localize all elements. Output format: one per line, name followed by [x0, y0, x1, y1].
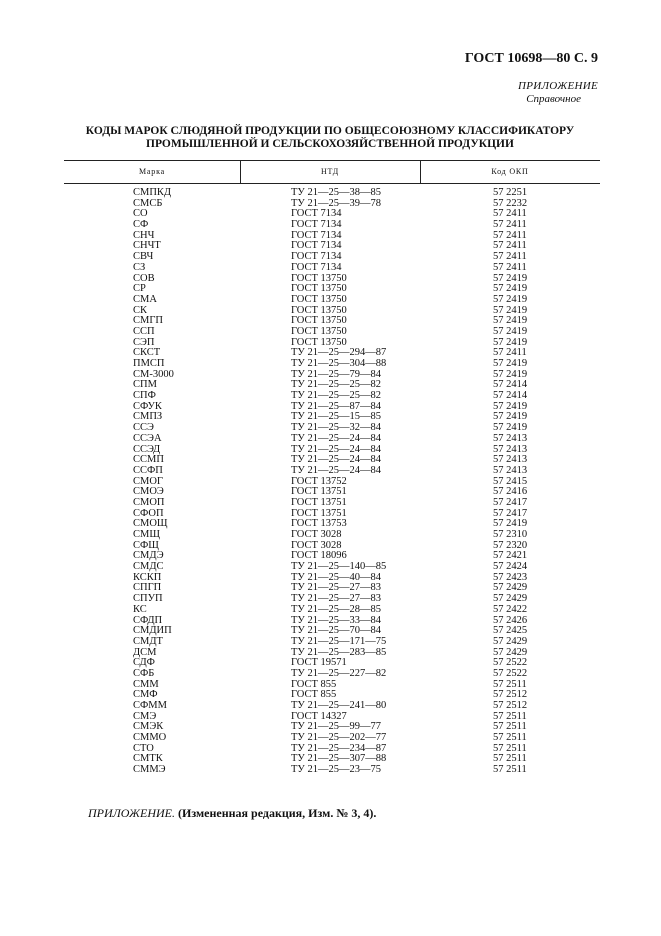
column-header-mark: Марка [139, 167, 165, 176]
mark-cell: СМЭ [133, 710, 157, 722]
ntd-cell: ТУ 21—25—24—84 [291, 454, 381, 466]
okp-code-cell: 57 2429 [493, 582, 528, 594]
okp-code-cell: 57 2411 [493, 261, 527, 273]
ntd-cell: ТУ 21—25—25—82 [291, 379, 381, 391]
mark-cell: СФБ [133, 667, 155, 679]
okp-code-cell: 57 2421 [493, 550, 528, 562]
ntd-cell: ГОСТ 13750 [291, 304, 347, 316]
okp-code-cell: 57 2424 [493, 561, 528, 573]
mark-cell: СМОЭ [133, 486, 164, 498]
okp-code-cell: 57 2522 [493, 667, 528, 679]
ntd-cell: ГОСТ 14327 [291, 710, 347, 722]
ntd-cell: ТУ 21—25—171—75 [291, 635, 387, 647]
mark-cell: СМДС [133, 561, 164, 573]
okp-code-cell: 57 2419 [493, 283, 528, 295]
ntd-cell: ТУ 21—25—24—84 [291, 443, 381, 455]
okp-code-cell: 57 2429 [493, 635, 528, 647]
ntd-cell: ТУ 21—25—294—87 [291, 347, 387, 359]
ntd-cell: ГОСТ 13750 [291, 325, 347, 337]
ntd-cell: ТУ 21—25—23—75 [291, 764, 381, 776]
table-title-line-2: ПРОМЫШЛЕННОЙ И СЕЛЬСКОХОЗЯЙСТВЕННОЙ ПРОДУКЦИИ [146, 138, 514, 150]
okp-code-cell: 57 2419 [493, 272, 528, 284]
okp-code-cell: 57 2429 [493, 593, 528, 605]
okp-code-cell: 57 2419 [493, 304, 528, 316]
okp-code-cell: 57 2512 [493, 689, 528, 701]
mark-cell: СФММ [133, 700, 167, 711]
mark-cell: СЗ [133, 261, 146, 273]
mark-cell: СКСТ [133, 347, 161, 359]
ntd-cell: ГОСТ 13751 [291, 486, 347, 498]
mark-cell: СМГП [133, 315, 163, 327]
mark-cell: СФОП [133, 507, 164, 519]
table-row [0, 765, 661, 776]
mark-cell: СММО [133, 732, 167, 744]
okp-code-cell: 57 2419 [493, 293, 528, 305]
ntd-cell: ГОСТ 7134 [291, 219, 342, 231]
ntd-cell: ТУ 21—25—38—85 [291, 187, 381, 198]
mark-cell: СМДИП [133, 625, 172, 637]
okp-code-cell: 57 2413 [493, 454, 528, 466]
mark-cell: ССП [133, 325, 155, 337]
table-body [0, 188, 661, 776]
okp-code-cell: 57 2423 [493, 571, 528, 583]
ntd-cell: ТУ 21—25—24—84 [291, 464, 381, 476]
ntd-cell: ГОСТ 855 [291, 678, 337, 690]
mark-cell: СМА [133, 293, 157, 305]
mark-cell: СМТК [133, 753, 163, 765]
mark-cell: СФДП [133, 614, 163, 626]
ntd-cell: ГОСТ 13750 [291, 283, 347, 295]
okp-code-cell: 57 2511 [493, 721, 527, 733]
column-header-okp-code: Код ОКП [491, 167, 529, 176]
ntd-cell: ГОСТ 13750 [291, 272, 347, 284]
ntd-cell: ТУ 21—25—32—84 [291, 422, 381, 434]
okp-code-cell: 57 2511 [493, 753, 527, 765]
okp-code-cell: 57 2414 [493, 390, 528, 402]
mark-cell: ССФП [133, 464, 163, 476]
ntd-cell: ГОСТ 3028 [291, 539, 342, 551]
okp-code-cell: 57 2413 [493, 464, 528, 476]
okp-code-cell: 57 2320 [493, 539, 528, 551]
okp-code-cell: 57 2411 [493, 219, 527, 231]
okp-code-cell: 57 2419 [493, 336, 528, 348]
mark-cell: ССЭ [133, 422, 154, 434]
okp-code-cell: 57 2415 [493, 475, 528, 487]
mark-cell: СМЭК [133, 721, 164, 733]
footnote-label: ПРИЛОЖЕНИЕ. [88, 806, 175, 820]
mark-cell: СМОП [133, 496, 165, 508]
okp-code-cell: 57 2419 [493, 315, 528, 327]
table-row [0, 295, 661, 306]
okp-code-cell: 57 2511 [493, 710, 527, 722]
okp-code-cell: 57 2419 [493, 325, 528, 337]
okp-code-cell: 57 2419 [493, 400, 528, 412]
okp-code-cell: 57 2419 [493, 358, 528, 369]
mark-cell: СНЧ [133, 229, 155, 241]
mark-cell: СМСБ [133, 197, 163, 209]
okp-code-cell: 57 2413 [493, 443, 528, 455]
document-header-ref: ГОСТ 10698—80 С. 9 [464, 51, 598, 66]
mark-cell: СММЭ [133, 764, 166, 776]
ntd-cell: ТУ 21—25—27—83 [291, 593, 381, 605]
okp-code-cell: 57 2251 [493, 187, 528, 198]
okp-code-cell: 57 2511 [493, 764, 527, 776]
ntd-cell: ТУ 21—25—40—84 [291, 571, 381, 583]
ntd-cell: ТУ 21—25—227—82 [291, 667, 387, 679]
mark-cell: СМФ [133, 689, 158, 701]
mark-cell: СФЩ [133, 539, 159, 551]
footnote-text: (Измененная редакция, Изм. № 3, 4). [177, 806, 377, 820]
mark-cell: СПМ [133, 379, 157, 391]
okp-code-cell: 57 2411 [493, 208, 527, 220]
mark-cell: СММ [133, 678, 159, 690]
ntd-cell: ТУ 21—25—241—80 [291, 700, 387, 711]
mark-cell: СТО [133, 742, 154, 754]
mark-cell: СМОГ [133, 475, 163, 487]
ntd-cell: ТУ 21—25—24—84 [291, 432, 381, 444]
okp-code-cell: 57 2411 [493, 251, 527, 263]
table-row [0, 466, 661, 477]
ntd-cell: ГОСТ 3028 [291, 529, 342, 540]
mark-cell: СМПКД [133, 187, 172, 198]
ntd-cell: ТУ 21—25—33—84 [291, 614, 381, 626]
ntd-cell: ГОСТ 7134 [291, 229, 342, 241]
ntd-cell: ТУ 21—25—307—88 [291, 753, 387, 765]
ntd-cell: ГОСТ 13751 [291, 507, 347, 519]
ntd-cell: ГОСТ 18096 [291, 550, 347, 562]
okp-code-cell: 57 2414 [493, 379, 528, 391]
okp-code-cell: 57 2419 [493, 422, 528, 434]
mark-cell: СО [133, 208, 148, 220]
table-row [0, 434, 661, 445]
okp-code-cell: 57 2522 [493, 657, 528, 669]
ntd-cell: ГОСТ 7134 [291, 251, 342, 263]
ntd-cell: ТУ 21—25—15—85 [291, 411, 381, 423]
okp-code-cell: 57 2417 [493, 507, 528, 519]
ntd-cell: ГОСТ 19571 [291, 657, 347, 669]
okp-code-cell: 57 2511 [493, 732, 527, 744]
ntd-cell: ТУ 21—25—283—85 [291, 646, 387, 658]
ntd-cell: ТУ 21—25—202—77 [291, 732, 387, 744]
okp-code-cell: 57 2416 [493, 486, 528, 498]
table-title-line-1: КОДЫ МАРОК СЛЮДЯНОЙ ПРОДУКЦИИ ПО ОБЩЕСОЮЗНОМУ КЛАССИФИКАТОРУ [85, 125, 575, 137]
okp-code-cell: 57 2419 [493, 518, 528, 530]
mark-cell: СДФ [133, 657, 155, 669]
mark-cell: СФ [133, 219, 149, 231]
ntd-cell: ГОСТ 13752 [291, 475, 347, 487]
ntd-cell: ГОСТ 7134 [291, 261, 342, 273]
mark-cell: СОВ [133, 272, 155, 284]
table-row [0, 263, 661, 274]
mark-cell: ПМСП [133, 358, 165, 369]
okp-code-cell: 57 2426 [493, 614, 528, 626]
mark-cell: СК [133, 304, 148, 316]
mark-cell: СПГП [133, 582, 162, 594]
ntd-cell: ТУ 21—25—25—82 [291, 390, 381, 402]
mark-cell: СМ-3000 [133, 368, 174, 380]
mark-cell: СНЧТ [133, 240, 161, 252]
mark-cell: СМПЗ [133, 411, 163, 423]
ntd-cell: ТУ 21—25—39—78 [291, 197, 381, 209]
ntd-cell: ТУ 21—25—70—84 [291, 625, 381, 637]
ntd-cell: ТУ 21—25—28—85 [291, 603, 381, 615]
appendix-type: Справочное [526, 93, 581, 105]
table-header-rule [64, 183, 600, 184]
mark-cell: КС [133, 603, 147, 615]
footnote [88, 806, 376, 821]
appendix-label: ПРИЛОЖЕНИЕ [518, 80, 598, 92]
table-row [0, 605, 661, 616]
ntd-cell: ТУ 21—25—99—77 [291, 721, 381, 733]
ntd-cell: ГОСТ 13750 [291, 336, 347, 348]
mark-cell: СР [133, 283, 146, 295]
ntd-cell: ГОСТ 855 [291, 689, 337, 701]
mark-cell: СВЧ [133, 251, 154, 263]
okp-code-cell: 57 2429 [493, 646, 528, 658]
okp-code-cell: 57 2411 [493, 229, 527, 241]
ntd-cell: ТУ 21—25—27—83 [291, 582, 381, 594]
okp-code-cell: 57 2417 [493, 496, 528, 508]
okp-code-cell: 57 2511 [493, 678, 527, 690]
mark-cell: ДСМ [133, 646, 157, 658]
mark-cell: СМДЭ [133, 550, 164, 562]
okp-code-cell: 57 2422 [493, 603, 528, 615]
ntd-cell: ГОСТ 7134 [291, 240, 342, 252]
okp-code-cell: 57 2419 [493, 368, 528, 380]
ntd-cell: ГОСТ 13750 [291, 315, 347, 327]
ntd-cell: ГОСТ 13751 [291, 496, 347, 508]
okp-code-cell: 57 2512 [493, 700, 528, 711]
table-title [60, 125, 600, 151]
mark-cell: СМДТ [133, 635, 163, 647]
ntd-cell: ГОСТ 13753 [291, 518, 347, 530]
okp-code-cell: 57 2425 [493, 625, 528, 637]
mark-cell: КСКП [133, 571, 162, 583]
table-top-rule [64, 160, 600, 161]
okp-code-cell: 57 2411 [493, 240, 527, 252]
mark-cell: СПУП [133, 593, 163, 605]
okp-code-cell: 57 2419 [493, 411, 528, 423]
ntd-cell: ТУ 21—25—140—85 [291, 561, 387, 573]
ntd-cell: ГОСТ 13750 [291, 293, 347, 305]
mark-cell: ССЭД [133, 443, 161, 455]
okp-code-cell: 57 2411 [493, 347, 527, 359]
mark-cell: ССМП [133, 454, 164, 466]
ntd-cell: ТУ 21—25—79—84 [291, 368, 381, 380]
okp-code-cell: 57 2232 [493, 197, 528, 209]
mark-cell: СМОЩ [133, 518, 168, 530]
mark-cell: СПФ [133, 390, 156, 402]
ntd-cell: ТУ 21—25—304—88 [291, 358, 387, 369]
okp-code-cell: 57 2511 [493, 742, 527, 754]
ntd-cell: ТУ 21—25—234—87 [291, 742, 387, 754]
mark-cell: СФУК [133, 400, 162, 412]
mark-cell: СМЩ [133, 529, 160, 540]
okp-code-cell: 57 2413 [493, 432, 528, 444]
mark-cell: СЭП [133, 336, 155, 348]
table-row [0, 637, 661, 648]
column-header-ntd: НТД [320, 167, 340, 176]
mark-cell: ССЭА [133, 432, 162, 444]
ntd-cell: ТУ 21—25—87—84 [291, 400, 381, 412]
okp-code-cell: 57 2310 [493, 529, 528, 540]
ntd-cell: ГОСТ 7134 [291, 208, 342, 220]
